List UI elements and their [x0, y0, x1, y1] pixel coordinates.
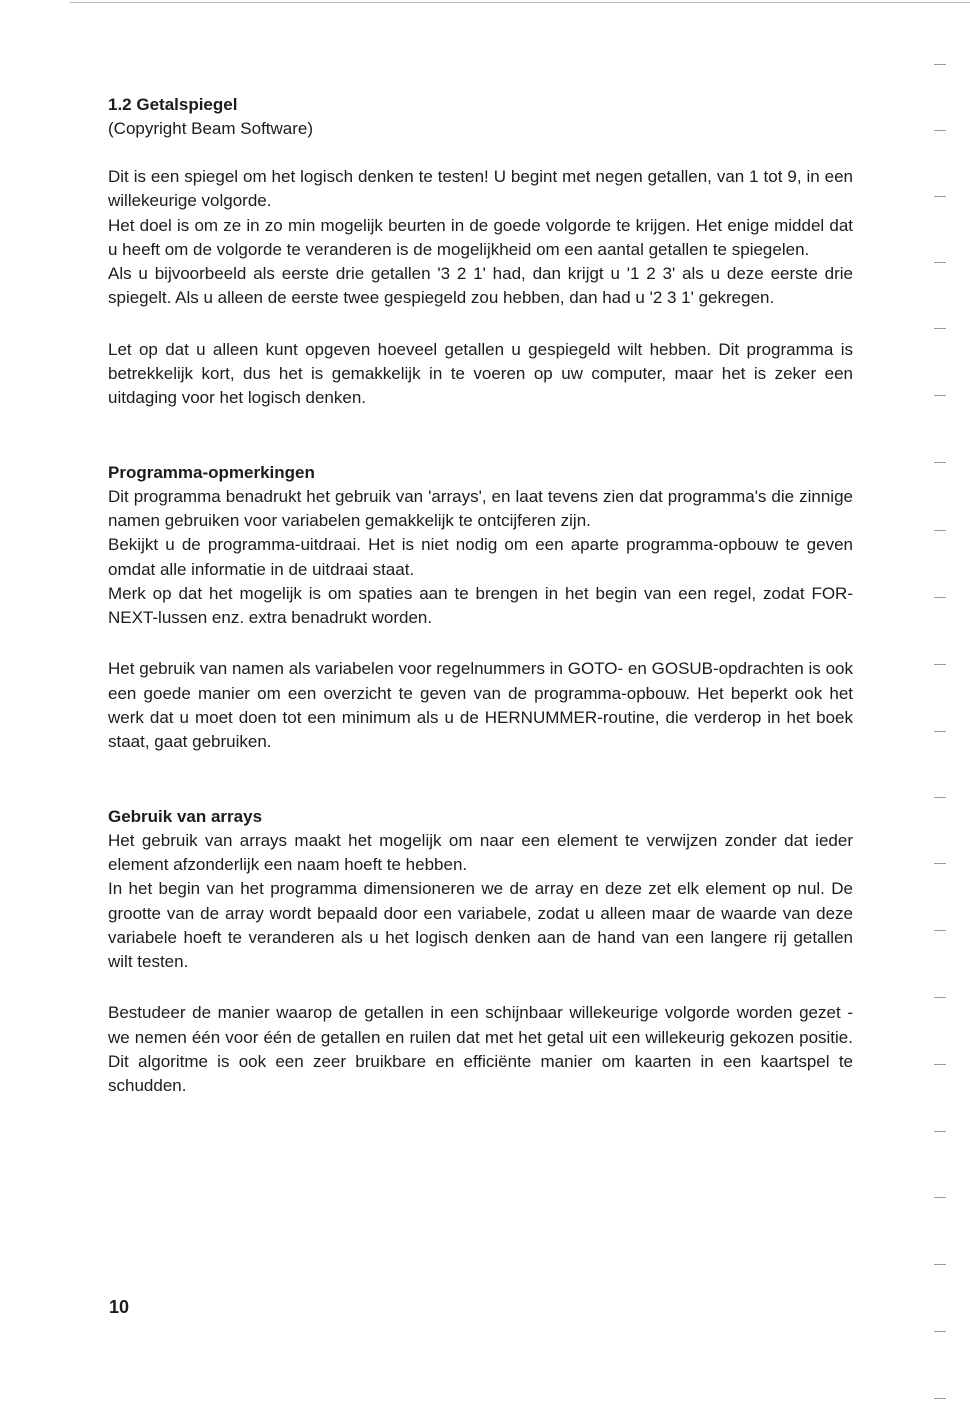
spacer: [108, 311, 853, 338]
arrays-paragraph-3: Bestudeer de manier waarop de getallen in een schijnbaar willekeurige volgorde worden gezet - we nemen één voor één de getallen en ruilen dat met het getal uit een willekeurig gekozen positie. Dit algoritme is ook een zeer bruikbare en efficiënte manier om kaarten in een kaartspel te schudden.: [108, 1003, 853, 1096]
margin-tick: [934, 196, 946, 197]
margin-tick: [934, 863, 946, 864]
intro-paragraph-4: Let op dat u alleen kunt opgeven hoeveel getallen u gespiegeld wilt hebben. Dit programma is betrekkelijk kort, dus het is gemakkelijk in te voeren op uw computer, maar het is zeker een uitdaging voor het logisch denken.: [108, 339, 853, 408]
margin-tick: [934, 664, 946, 665]
spacer: [108, 630, 853, 657]
intro-paragraph-3: Als u bijvoorbeeld als eerste drie getallen '3 2 1' had, dan krijgt u '1 2 3' als u deze eerste drie spiegelt. Als u alleen de eerste twee gespiegeld zou hebben, dan had u '2 3 1' gekregen.: [108, 264, 853, 308]
margin-tick: [934, 395, 946, 396]
margin-tick-marks: [934, 0, 954, 1421]
remarks-heading: Programma-opmerkingen: [108, 462, 315, 482]
margin-tick: [934, 1197, 946, 1198]
page-content: [108, 93, 853, 1099]
spacer: [108, 974, 853, 1001]
page-number: 10: [109, 1297, 130, 1317]
remarks-paragraph-3: Merk op dat het mogelijk is om spaties aan te brengen in het begin van een regel, zodat FOR-NEXT-lussen enz. extra benadrukt worden.: [108, 583, 853, 628]
margin-tick: [934, 328, 946, 329]
margin-tick: [934, 462, 946, 463]
margin-tick: [934, 597, 946, 598]
margin-tick: [934, 1264, 946, 1265]
spacer: [108, 141, 853, 165]
margin-tick: [934, 930, 946, 931]
section-title: 1.2 Getalspiegel: [108, 95, 238, 114]
remarks-paragraph-2: Bekijkt u de programma-uitdraai. Het is niet nodig om een aparte programma-opbouw te geven omdat alle informatie in de uitdraai staat.: [108, 535, 853, 579]
margin-tick: [934, 530, 946, 531]
spacer: [108, 411, 853, 461]
margin-tick: [934, 1064, 946, 1065]
margin-tick: [934, 262, 946, 263]
arrays-paragraph-2: In het begin van het programma dimensioneren we de array en deze zet elk element op nul. De grootte van de array wordt bepaald door een variabele, zodat u alleen maar de waarde van deze variabele hoeft te veranderen als u het logisch denken aan de hand van een langere rij getallen wilt testen.: [108, 879, 853, 972]
arrays-paragraph-1: Het gebruik van arrays maakt het mogelijk om naar een element te verwijzen zonder dat ieder element afzonderlijk een naam hoeft te hebben.: [108, 830, 853, 874]
margin-tick: [934, 64, 946, 65]
top-edge-rule: [70, 2, 970, 3]
remarks-paragraph-4: Het gebruik van namen als variabelen voor regelnummers in GOTO- en GOSUB-opdrachten is ook een goede manier om een overzicht te geven van de programma-opbouw. Het beperkt ook het werk dat u moet doen tot een minimum als u de HERNUMMER-routine, die verderop in het boek staat, gaat gebruiken.: [108, 659, 853, 752]
intro-paragraph-1: Dit is een spiegel om het logisch denken te testen! U begint met negen getallen, van 1 tot 9, in een willekeurige volgorde.: [108, 167, 853, 211]
margin-tick: [934, 997, 946, 998]
margin-tick: [934, 797, 946, 798]
margin-tick: [934, 130, 946, 131]
spacer: [108, 755, 853, 805]
intro-paragraph-2: Het doel is om ze in zo min mogelijk beurten in de goede volgorde te krijgen. Het enige middel dat u heeft om de volgorde te veranderen is de mogelijkheid om een aantal getallen te spiegelen.: [108, 215, 853, 259]
remarks-paragraph-1: Dit programma benadrukt het gebruik van 'arrays', en laat tevens zien dat programma's die zinnige namen gebruiken voor variabelen gemakkelijk te ontcijferen zijn.: [108, 486, 853, 530]
section-subtitle: (Copyright Beam Software): [108, 119, 314, 138]
margin-tick: [934, 731, 946, 732]
margin-tick: [934, 1398, 946, 1399]
margin-tick: [934, 1131, 946, 1132]
arrays-heading: Gebruik van arrays: [108, 806, 263, 826]
margin-tick: [934, 1331, 946, 1332]
